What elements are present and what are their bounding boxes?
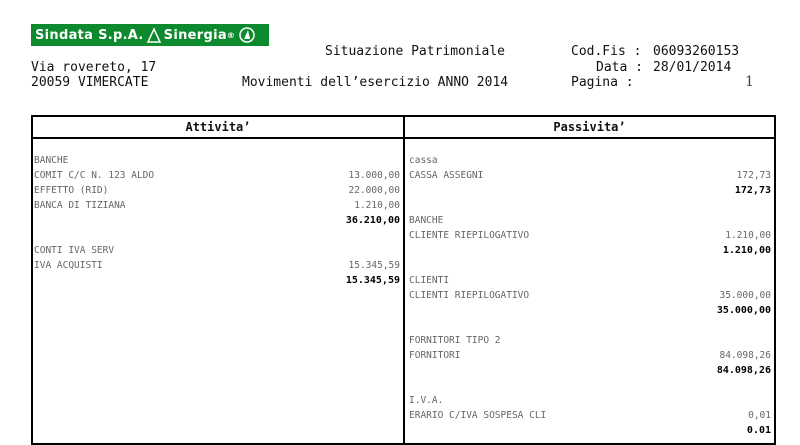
account-label: I.V.A. [409, 395, 444, 406]
account-label: ERARIO C/IVA SOSPESA CLI [409, 410, 547, 421]
page-label: Pagina : [571, 75, 634, 90]
account-label: CASSA ASSEGNI [409, 170, 484, 181]
account-label: CLIENTE RIEPILOGATIVO [409, 230, 530, 241]
account-row [405, 258, 774, 273]
report-title: Situazione Patrimoniale [325, 44, 506, 59]
subtotal-amount: 35.000,00 [716, 305, 771, 316]
account-label: CONTI IVA SERV [34, 245, 115, 256]
account-row [33, 183, 403, 198]
subtotal-row [405, 183, 774, 198]
logo-triangle-icon [147, 27, 161, 43]
subtotal-row [405, 303, 774, 318]
attivita-heading: Attivita’ [33, 117, 403, 139]
account-amount: 35.000,00 [719, 290, 771, 301]
subtotal-row [405, 363, 774, 378]
subtotal-amount: 36.210,00 [345, 215, 400, 226]
subtotal-amount: 1.210,00 [722, 245, 771, 256]
account-row [405, 273, 774, 288]
account-amount: 0,01 [748, 410, 771, 421]
account-amount: 172,73 [736, 170, 771, 181]
date-value: 28/01/2014 [653, 60, 732, 75]
account-row [405, 333, 774, 348]
account-row [33, 243, 403, 258]
codfis-label: Cod.Fis : [571, 44, 642, 59]
subtotal-row [405, 243, 774, 258]
account-label: FORNITORI TIPO 2 [409, 335, 501, 346]
account-row [405, 393, 774, 408]
account-label: COMIT C/C N. 123 ALDO [34, 170, 155, 181]
date-label: Data : [596, 60, 643, 75]
account-label: CLIENTI RIEPILOGATIVO [409, 290, 530, 301]
account-row [405, 168, 774, 183]
subtotal-amount: 84.098,26 [716, 365, 771, 376]
logo-registered: ® [226, 30, 236, 40]
account-label: BANCA DI TIZIANA [34, 200, 126, 211]
account-label: CLIENTI [409, 275, 450, 286]
account-row [33, 258, 403, 273]
account-row [405, 348, 774, 363]
company-logo [31, 24, 269, 46]
logo-sindata: Sindata S.p.A. [35, 27, 144, 43]
address-city: 20059 VIMERCATE [31, 75, 149, 90]
account-row [405, 318, 774, 333]
account-row [405, 228, 774, 243]
account-label: cassa [409, 155, 438, 166]
account-amount: 1.210,00 [725, 230, 771, 241]
account-amount: 22.000,00 [348, 185, 400, 196]
account-amount: 84.098,26 [719, 350, 771, 361]
account-row [405, 408, 774, 423]
account-row [405, 198, 774, 213]
account-row [405, 213, 774, 228]
account-row [405, 288, 774, 303]
subtotal-amount: 15.345,59 [345, 275, 400, 286]
subtotal-row [33, 273, 403, 288]
account-row [33, 168, 403, 183]
account-amount: 15.345,59 [348, 260, 400, 271]
account-label: BANCHE [409, 215, 444, 226]
account-row [33, 228, 403, 243]
subtotal-row [405, 423, 774, 438]
account-row [33, 153, 403, 168]
account-label: EFFETTO (RID) [34, 185, 109, 196]
account-row [33, 198, 403, 213]
balance-sheet [31, 115, 776, 445]
passivita-column [405, 117, 774, 443]
account-amount: 13.000,00 [348, 170, 400, 181]
address-street: Via rovereto, 17 [31, 60, 157, 75]
account-row [405, 378, 774, 393]
logo-sail-icon [239, 27, 255, 43]
passivita-lines [405, 153, 774, 438]
attivita-lines [33, 153, 403, 288]
passivita-heading: Passivita’ [405, 117, 774, 139]
account-label: IVA ACQUISTI [34, 260, 103, 271]
logo-sinergia: Sinergia [163, 27, 227, 43]
account-label: FORNITORI [409, 350, 461, 361]
codfis-value: 06093260153 [653, 44, 740, 59]
account-label: BANCHE [34, 155, 69, 166]
subtotal-amount: 172,73 [734, 185, 771, 196]
account-row [405, 153, 774, 168]
subtotal-amount: 0.01 [746, 425, 771, 436]
subtotal-row [33, 213, 403, 228]
account-amount: 1.210,00 [354, 200, 400, 211]
attivita-column [33, 117, 405, 443]
page-number: 1 [745, 74, 754, 90]
report-subtitle: Movimenti dell’esercizio ANNO 2014 [242, 75, 509, 90]
